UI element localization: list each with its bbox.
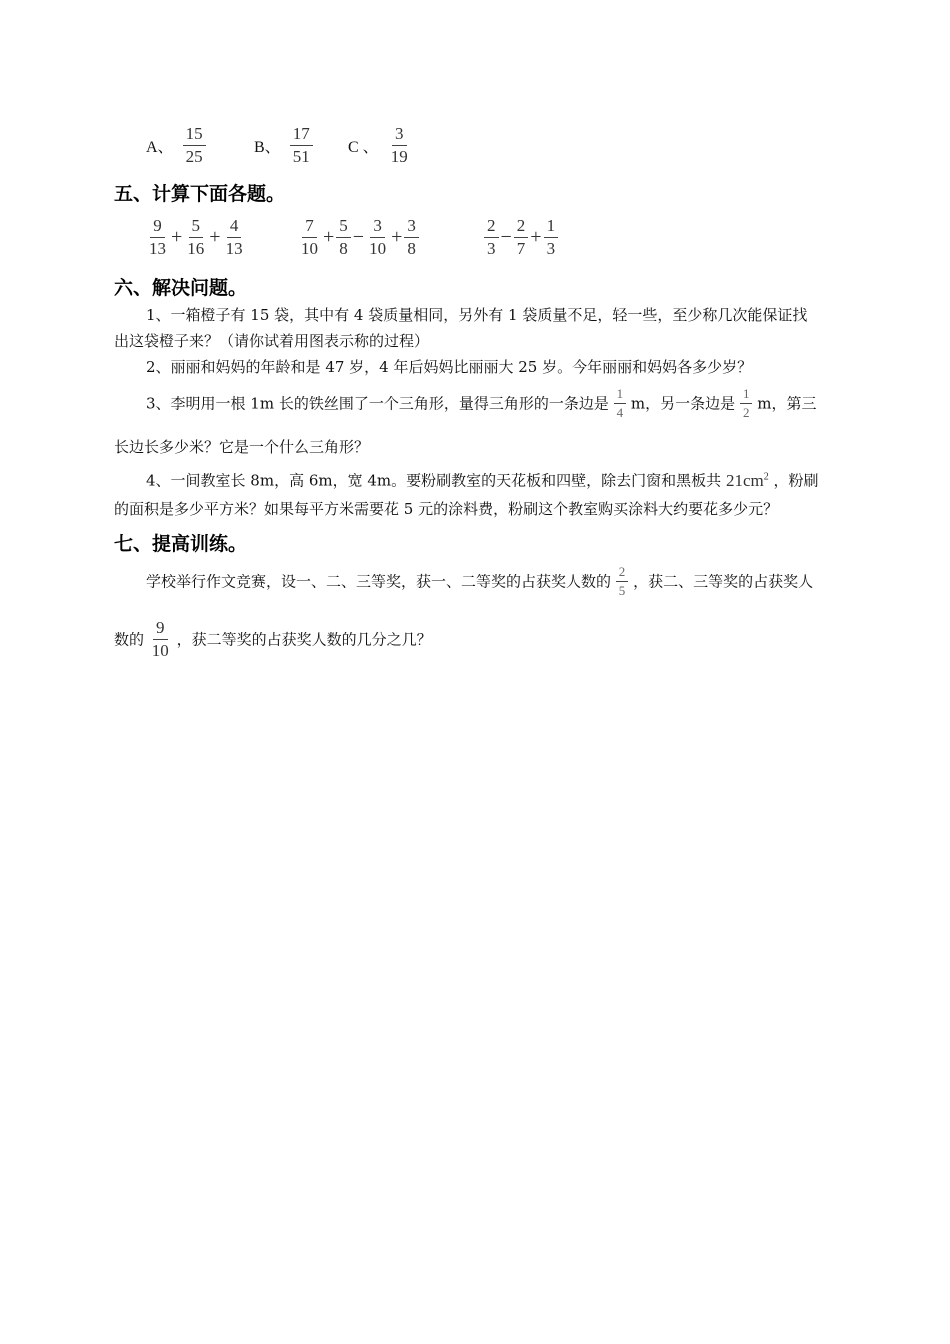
question-4-text-a: 4、一间教室长 8m，高 6m，宽 4m。要粉刷教室的天花板和四壁，除去门窗和黑板共 bbox=[146, 471, 722, 490]
section-7-text-c: 数的 bbox=[114, 630, 145, 649]
denominator: 3 bbox=[487, 239, 496, 258]
question-3-fraction-2 bbox=[740, 386, 753, 421]
numerator: 7 bbox=[302, 216, 317, 238]
operator: − bbox=[352, 226, 365, 248]
numerator: 5 bbox=[189, 216, 204, 238]
denominator: 4 bbox=[616, 405, 624, 420]
denominator: 25 bbox=[185, 147, 203, 166]
section-7-fraction-1 bbox=[616, 564, 629, 599]
question-1-line-1: 1、一箱橙子有 15 袋，其中有 4 袋质量相同，另外有 1 袋质量不足，轻一些，至少称几次能保证找 bbox=[146, 306, 808, 324]
operator: + bbox=[530, 226, 542, 248]
numerator: 17 bbox=[290, 124, 313, 146]
denominator: 7 bbox=[516, 239, 526, 258]
section-7-text-d: ，获二等奖的占获奖人数的几分之几？ bbox=[176, 630, 432, 649]
expression-3 bbox=[484, 216, 558, 259]
denominator: 51 bbox=[292, 147, 310, 166]
area-value: 21cm bbox=[725, 470, 764, 490]
denominator: 10 bbox=[369, 239, 387, 258]
option-c-fraction bbox=[388, 124, 411, 167]
option-a-label: A、 bbox=[146, 139, 174, 156]
operator: + bbox=[209, 226, 221, 248]
question-4-line-1 bbox=[146, 466, 819, 492]
numerator: 4 bbox=[227, 216, 242, 238]
numerator: 9 bbox=[153, 618, 168, 640]
section-6-title: 六、解决问题。 bbox=[114, 277, 248, 299]
option-c bbox=[348, 124, 411, 167]
question-3-text-c: m，第三 bbox=[757, 394, 817, 413]
question-3-text-b: m，另一条边是 bbox=[630, 394, 736, 413]
numerator: 1 bbox=[544, 216, 559, 238]
question-1-line-2: 出这袋橙子来？（请你试着用图表示称的过程） bbox=[114, 332, 430, 350]
question-4-text-b: ，粉刷 bbox=[773, 471, 819, 490]
denominator: 3 bbox=[546, 239, 556, 258]
fraction bbox=[146, 216, 169, 259]
numerator: 1 bbox=[740, 386, 753, 404]
option-b-fraction bbox=[290, 124, 313, 167]
denominator: 5 bbox=[618, 583, 626, 598]
numerator: 3 bbox=[404, 216, 419, 238]
section-7-fraction-2 bbox=[149, 618, 172, 661]
numerator: 9 bbox=[150, 216, 165, 238]
denominator: 13 bbox=[225, 239, 243, 258]
section-7-text-b: ，获二、三等奖的占获奖人 bbox=[633, 572, 814, 591]
numerator: 2 bbox=[616, 564, 629, 582]
denominator: 10 bbox=[301, 239, 318, 258]
option-c-label: C 、 bbox=[348, 139, 379, 156]
section-7-text-a: 学校举行作文竞赛，设一、二、三等奖，获一、二等奖的占获奖人数的 bbox=[146, 572, 612, 591]
numerator: 2 bbox=[484, 216, 499, 238]
fraction bbox=[484, 216, 499, 259]
fraction bbox=[514, 216, 529, 259]
option-a-fraction bbox=[183, 124, 206, 167]
question-4-area bbox=[726, 471, 769, 490]
fraction bbox=[336, 216, 351, 259]
denominator: 13 bbox=[149, 239, 166, 258]
operator: + bbox=[171, 226, 183, 248]
fraction bbox=[366, 216, 389, 259]
fraction bbox=[184, 216, 207, 259]
denominator: 19 bbox=[390, 147, 408, 166]
fraction bbox=[298, 216, 321, 259]
expression-2 bbox=[298, 216, 419, 259]
denominator: 2 bbox=[742, 405, 750, 420]
numerator: 1 bbox=[614, 386, 627, 404]
question-3-line-2: 长边长多少米？它是一个什么三角形？ bbox=[114, 438, 370, 456]
numerator: 15 bbox=[183, 124, 206, 146]
denominator: 16 bbox=[187, 239, 205, 258]
question-3-fraction-1 bbox=[614, 386, 627, 421]
denominator: 8 bbox=[407, 239, 416, 258]
operator: + bbox=[323, 226, 335, 248]
area-exponent: 2 bbox=[763, 471, 769, 482]
option-a bbox=[146, 124, 206, 167]
fraction bbox=[544, 216, 559, 259]
question-2: 2、丽丽和妈妈的年龄和是 47 岁，4 年后妈妈比丽丽大 25 岁。今年丽丽和妈妈各多少岁？ bbox=[146, 358, 753, 376]
option-b-label: B、 bbox=[254, 139, 281, 156]
question-4-line-2: 的面积是多少平方米？如果每平方米需要花 5 元的涂料费，粉刷这个教室购买涂料大约要花多少元？ bbox=[114, 500, 779, 518]
section-5-title: 五、计算下面各题。 bbox=[114, 183, 286, 205]
denominator: 8 bbox=[339, 239, 348, 258]
denominator: 10 bbox=[151, 641, 169, 660]
question-3-text-a: 3、李明用一根 1m 长的铁丝围了一个三角形，量得三角形的一条边是 bbox=[146, 394, 609, 413]
operator: − bbox=[500, 226, 512, 248]
operator: + bbox=[391, 226, 403, 248]
section-7-line-2 bbox=[114, 618, 432, 661]
option-b bbox=[254, 124, 313, 167]
fraction bbox=[223, 216, 246, 259]
section-7-title: 七、提高训练。 bbox=[114, 533, 248, 555]
question-3-line-1 bbox=[146, 386, 816, 421]
fraction bbox=[404, 216, 419, 259]
numerator: 5 bbox=[336, 216, 351, 238]
numerator: 2 bbox=[514, 216, 529, 238]
numerator: 3 bbox=[370, 216, 385, 238]
section-7-line-1 bbox=[146, 564, 813, 599]
expression-1 bbox=[146, 216, 246, 259]
numerator: 3 bbox=[392, 124, 407, 146]
